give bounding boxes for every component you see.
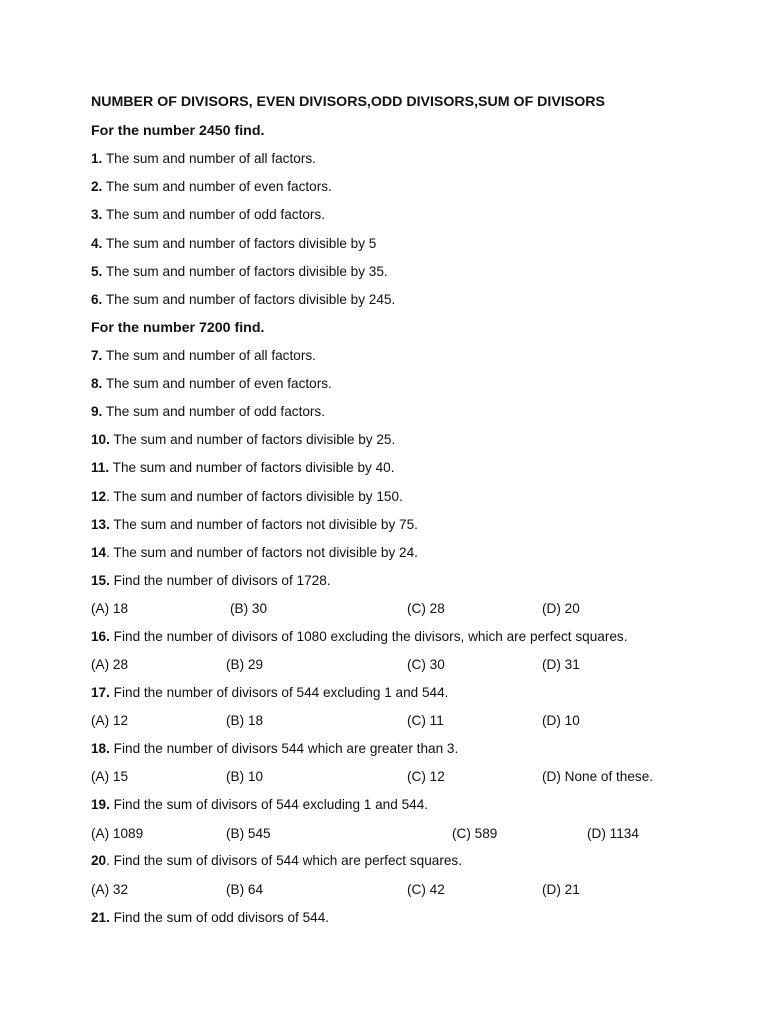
question-number: 6. bbox=[91, 292, 103, 307]
question-number: 12 bbox=[91, 489, 107, 504]
option-d: (D) 10 bbox=[542, 713, 580, 728]
question-number: 10. bbox=[91, 432, 110, 447]
option-c: (C) 28 bbox=[407, 601, 445, 616]
question-item bbox=[91, 291, 395, 309]
option-b: (B) 29 bbox=[226, 657, 264, 672]
question-item bbox=[91, 263, 388, 281]
option-b: (B) 18 bbox=[226, 713, 264, 728]
question-text: The sum and number of all factors. bbox=[102, 151, 316, 166]
question-text: Find the sum of divisors of 544 excluding 1 and 544. bbox=[109, 797, 429, 812]
question-number: 11. bbox=[91, 460, 110, 475]
question-number: 8. bbox=[91, 376, 103, 391]
option-d: (D) 21 bbox=[542, 882, 580, 897]
option-a: (A) 18 bbox=[91, 601, 129, 616]
option-d: (D) 1134 bbox=[587, 826, 639, 841]
option-d: (D) 31 bbox=[542, 657, 580, 672]
mcq-question bbox=[91, 572, 331, 590]
question-text: The sum and number of even factors. bbox=[102, 376, 332, 391]
question-text: The sum and number of all factors. bbox=[102, 348, 316, 363]
section-heading: For the number 7200 find. bbox=[91, 320, 265, 336]
option-c: (C) 12 bbox=[407, 769, 445, 784]
question-number: 21. bbox=[91, 910, 110, 925]
question-text: . The sum and number of factors divisible by 150. bbox=[106, 489, 403, 504]
mcq-question bbox=[91, 796, 428, 814]
option-a: (A) 12 bbox=[91, 713, 129, 728]
question-item bbox=[91, 178, 332, 196]
question-number: 7. bbox=[91, 348, 103, 363]
mcq-question bbox=[91, 628, 628, 646]
question-number: 17. bbox=[91, 685, 110, 700]
question-text: The sum and number of factors not divisible by 75. bbox=[109, 517, 418, 532]
question-item bbox=[91, 150, 316, 168]
question-text: . Find the sum of divisors of 544 which are perfect squares. bbox=[106, 853, 462, 868]
question-text: Find the number of divisors of 1728. bbox=[109, 573, 331, 588]
question-number: 1. bbox=[91, 151, 103, 166]
question-number: 13. bbox=[91, 517, 110, 532]
question-number: 2. bbox=[91, 179, 103, 194]
question-text: Find the number of divisors of 544 excluding 1 and 544. bbox=[109, 685, 449, 700]
option-c: (C) 42 bbox=[407, 882, 445, 897]
option-a: (A) 15 bbox=[91, 769, 129, 784]
question-number: 19. bbox=[91, 797, 110, 812]
mcq-question bbox=[91, 852, 462, 870]
option-c: (C) 11 bbox=[407, 713, 444, 728]
question-item bbox=[91, 516, 418, 534]
question-text: Find the number of divisors of 1080 excluding the divisors, which are perfect squares. bbox=[109, 629, 628, 644]
option-d: (D) 20 bbox=[542, 601, 580, 616]
section-heading: For the number 2450 find. bbox=[91, 123, 265, 139]
question-text: The sum and number of factors divisible by 5 bbox=[102, 236, 377, 251]
question-item bbox=[91, 375, 332, 393]
question-number: 15. bbox=[91, 573, 110, 588]
option-b: (B) 545 bbox=[226, 826, 271, 841]
option-c: (C) 589 bbox=[452, 826, 498, 841]
question-number: 14 bbox=[91, 545, 107, 560]
option-b: (B) 10 bbox=[226, 769, 264, 784]
question-item bbox=[91, 403, 325, 421]
option-a: (A) 28 bbox=[91, 657, 129, 672]
question-item bbox=[91, 459, 395, 477]
question-text: . The sum and number of factors not divisible by 24. bbox=[106, 545, 418, 560]
mcq-question bbox=[91, 684, 448, 702]
option-a: (A) 1089 bbox=[91, 826, 144, 841]
question-item bbox=[91, 431, 395, 449]
option-b: (B) 64 bbox=[226, 882, 264, 897]
question-number: 4. bbox=[91, 236, 103, 251]
option-d: (D) None of these. bbox=[542, 769, 654, 784]
question-text: The sum and number of factors divisible by 245. bbox=[102, 292, 396, 307]
question-number: 3. bbox=[91, 207, 103, 222]
question-text: The sum and number of factors divisible by 25. bbox=[109, 432, 396, 447]
mcq-question bbox=[91, 740, 458, 758]
question-text: The sum and number of odd factors. bbox=[102, 207, 326, 222]
question-item bbox=[91, 488, 403, 506]
option-c: (C) 30 bbox=[407, 657, 445, 672]
question-text: Find the sum of odd divisors of 544. bbox=[109, 910, 330, 925]
question-text: The sum and number of even factors. bbox=[102, 179, 332, 194]
question-number: 5. bbox=[91, 264, 103, 279]
question-text: The sum and number of factors divisible by 40. bbox=[109, 460, 395, 475]
question-number: 16. bbox=[91, 629, 110, 644]
question-item bbox=[91, 347, 316, 365]
question-number: 9. bbox=[91, 404, 103, 419]
document-title: NUMBER OF DIVISORS, EVEN DIVISORS,ODD DIVISORS,SUM OF DIVISORS bbox=[91, 94, 605, 110]
option-b: (B) 30 bbox=[230, 601, 268, 616]
question-text: Find the number of divisors 544 which are greater than 3. bbox=[109, 741, 459, 756]
option-a: (A) 32 bbox=[91, 882, 129, 897]
question-item bbox=[91, 235, 376, 253]
question-item bbox=[91, 544, 418, 562]
question-text: The sum and number of odd factors. bbox=[102, 404, 326, 419]
question-item bbox=[91, 206, 325, 224]
question-number: 18. bbox=[91, 741, 110, 756]
mcq-question bbox=[91, 909, 329, 927]
question-text: The sum and number of factors divisible by 35. bbox=[102, 264, 388, 279]
question-number: 20 bbox=[91, 853, 107, 868]
